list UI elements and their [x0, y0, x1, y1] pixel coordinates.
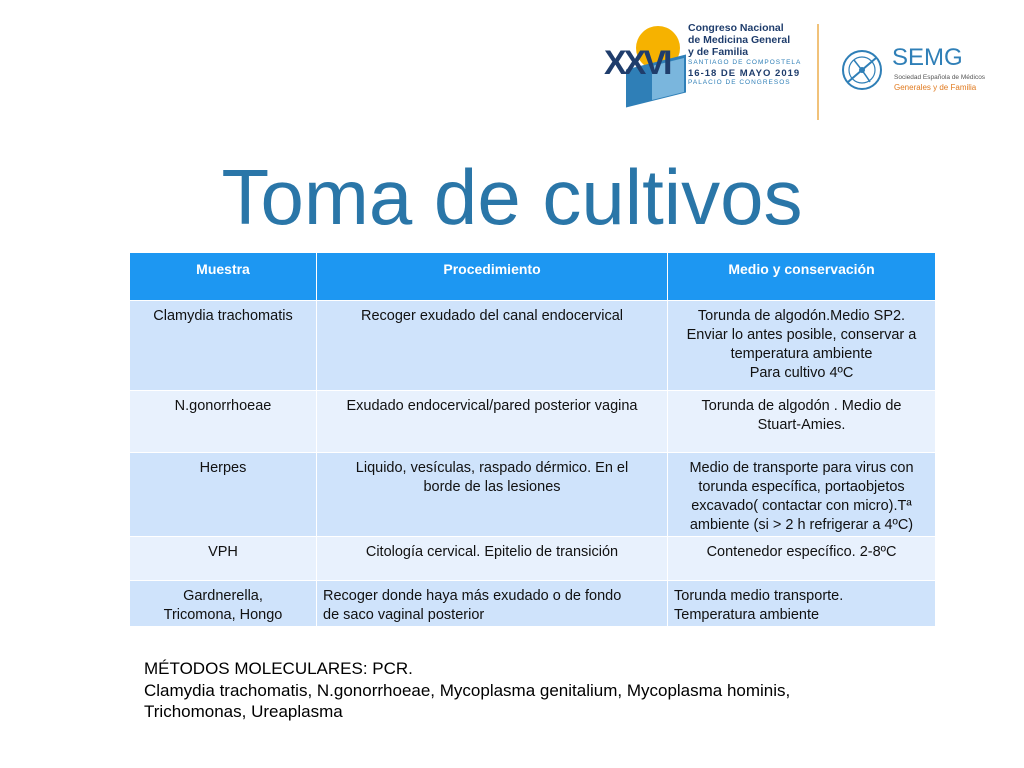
- congress-line-1: Congreso Nacional: [688, 22, 784, 34]
- cell-line: Tricomona, Hongo: [163, 607, 283, 623]
- cell-medio: [668, 581, 936, 627]
- cell-procedimiento: [317, 453, 668, 537]
- cell-procedimiento: [317, 391, 668, 453]
- cell-line: Exudado endocervical/pared posterior vagina: [346, 398, 638, 414]
- semg-emblem-icon: [840, 48, 884, 92]
- semg-subtitle-1: Sociedad Española de Médicos: [894, 74, 986, 81]
- cell-line: Clamydia trachomatis: [153, 308, 293, 324]
- semg-logo: [840, 44, 990, 100]
- cultivos-table: [129, 252, 936, 627]
- semg-name: SEMG: [892, 44, 963, 71]
- table-row: [130, 537, 936, 581]
- molecular-heading: MÉTODOS MOLECULARES: PCR.: [144, 659, 413, 678]
- cell-line: Torunda de algodón . Medio de: [701, 398, 902, 414]
- cell-muestra: [130, 391, 317, 453]
- cell-medio: [668, 537, 936, 581]
- column-header-muestra: Muestra: [130, 253, 317, 301]
- slide-title: Toma de cultivos: [221, 153, 803, 241]
- cell-procedimiento: [317, 301, 668, 391]
- cell-line: Recoger exudado del canal endocervical: [361, 308, 623, 324]
- cell-line: Torunda de algodón.Medio SP2.: [697, 308, 906, 324]
- cell-line: Citología cervical. Epitelio de transición: [365, 544, 619, 560]
- cell-line: Medio de transporte para virus con: [689, 460, 914, 476]
- cell-procedimiento: [317, 581, 668, 627]
- cell-line: torunda específica, portaobjetos: [698, 479, 905, 495]
- cell-line: Para cultivo 4ºC: [749, 365, 854, 381]
- cell-line: Recoger donde haya más exudado o de fondo: [323, 588, 622, 604]
- cell-line: temperatura ambiente: [730, 346, 873, 362]
- cell-line: de saco vaginal posterior: [323, 607, 485, 623]
- cell-medio: [668, 301, 936, 391]
- cell-line: Temperatura ambiente: [674, 607, 820, 623]
- table-row: [130, 453, 936, 537]
- cell-muestra: [130, 301, 317, 391]
- congress-venue: PALACIO DE CONGRESOS: [688, 79, 791, 86]
- cell-line: borde de las lesiones: [423, 479, 561, 495]
- cell-medio: [668, 391, 936, 453]
- cell-line: VPH: [208, 544, 238, 560]
- cell-procedimiento: [317, 537, 668, 581]
- cell-line: ambiente (si > 2 h refrigerar a 4ºC): [689, 517, 914, 533]
- congress-line-3: y de Familia: [688, 46, 749, 58]
- molecular-line-1: Clamydia trachomatis, N.gonorrhoeae, Mycoplasma genitalium, Mycoplasma hominis,: [144, 680, 791, 700]
- table-row: [130, 391, 936, 453]
- table-header-row: [130, 253, 936, 301]
- congress-roman-number: XXVI: [604, 44, 670, 82]
- column-header-procedimiento: Procedimiento: [317, 253, 668, 301]
- cell-line: Herpes: [199, 460, 247, 476]
- semg-subtitle-2: Generales y de Familia: [894, 83, 977, 92]
- congress-city: SANTIAGO DE COMPOSTELA: [688, 59, 802, 66]
- cell-line: N.gonorrhoeae: [174, 398, 272, 414]
- cell-line: Gardnerella,: [183, 588, 263, 604]
- cell-muestra: [130, 581, 317, 627]
- column-header-medio: Medio y conservación: [668, 253, 936, 301]
- congress-dates: 16-18 DE MAYO 2019: [688, 67, 801, 79]
- table-row: [130, 581, 936, 627]
- cell-line: Contenedor específico. 2-8ºC: [706, 544, 897, 560]
- cell-line: excavado( contactar con micro).Tª: [691, 498, 912, 514]
- cell-line: Enviar lo antes posible, conservar a: [686, 327, 917, 343]
- cell-muestra: [130, 537, 317, 581]
- cell-line: Torunda medio transporte.: [674, 588, 844, 604]
- cell-line: Stuart-Amies.: [757, 417, 846, 433]
- cell-line: Liquido, vesículas, raspado dérmico. En el: [355, 460, 629, 476]
- cell-muestra: [130, 453, 317, 537]
- cell-medio: [668, 453, 936, 537]
- congress-emblem: [604, 22, 690, 102]
- table-row: [130, 301, 936, 391]
- congress-text: [688, 22, 801, 87]
- molecular-methods: [144, 658, 964, 723]
- logo-divider: [817, 24, 819, 120]
- molecular-line-2: Trichomonas, Ureaplasma: [144, 702, 343, 721]
- congress-line-2: de Medicina General: [688, 34, 791, 46]
- congress-logo: [604, 22, 804, 106]
